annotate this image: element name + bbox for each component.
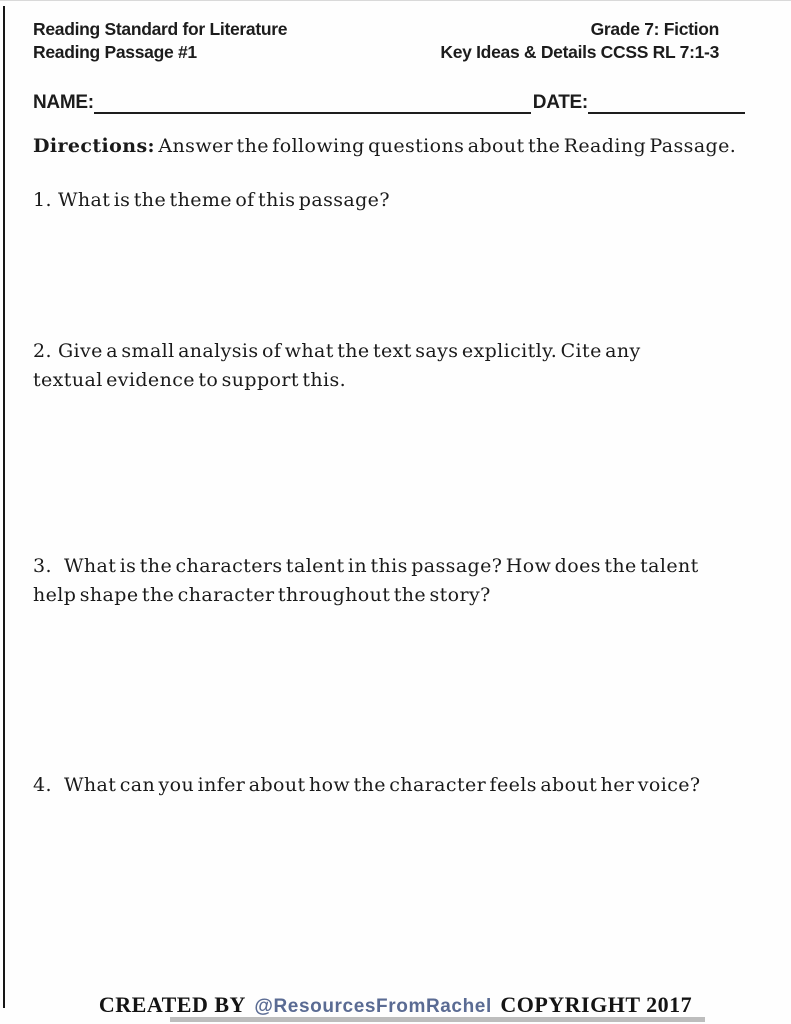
header-passage-number: Reading Passage #1 (33, 42, 197, 62)
question-2-number: 2. (33, 340, 52, 362)
question-4-number: 4. (33, 774, 52, 796)
scan-artifact-bar (170, 1017, 705, 1022)
date-blank-line (588, 92, 745, 114)
question-item-1 (33, 186, 753, 215)
directions-text: Answer the following questions about the Reading Passage. (154, 135, 737, 157)
name-date-row (33, 90, 745, 114)
header-standard-code: Key Ideas & Details CCSS RL 7:1-3 (440, 42, 719, 62)
question-3-number: 3. (33, 555, 52, 577)
footer-author-handle: @ResourcesFromRachel (254, 996, 492, 1017)
footer-copyright: COPYRIGHT 2017 (500, 992, 693, 1017)
question-1-number: 1. (33, 189, 52, 211)
name-blank-line (94, 92, 531, 114)
directions-label: Directions: (33, 135, 155, 157)
scan-border-left (3, 6, 5, 1008)
header-left (33, 18, 287, 64)
question-item-3 (33, 552, 728, 610)
header-right (440, 18, 719, 64)
question-item-4 (33, 771, 773, 800)
footer-credit-line (0, 992, 791, 1018)
question-3-text: What is the characters talent in this passage? How does the talent help shape the character throughout the story? (33, 555, 699, 606)
question-1-text: What is the theme of this passage? (57, 189, 390, 211)
header-grade-label: Grade 7: Fiction (590, 19, 719, 39)
scan-top-hairline (0, 0, 791, 1)
name-label: NAME: (33, 92, 94, 113)
question-4-text: What can you infer about how the character feels about her voice? (63, 774, 701, 796)
footer-created-by: CREATED BY (98, 992, 246, 1017)
header-standard-title: Reading Standard for Literature (33, 19, 288, 39)
question-item-2 (33, 337, 693, 395)
question-2-text: Give a small analysis of what the text says explicitly. Cite any textual evidence to support this. (33, 340, 641, 391)
directions-paragraph (33, 132, 763, 160)
date-label: DATE: (532, 92, 588, 113)
